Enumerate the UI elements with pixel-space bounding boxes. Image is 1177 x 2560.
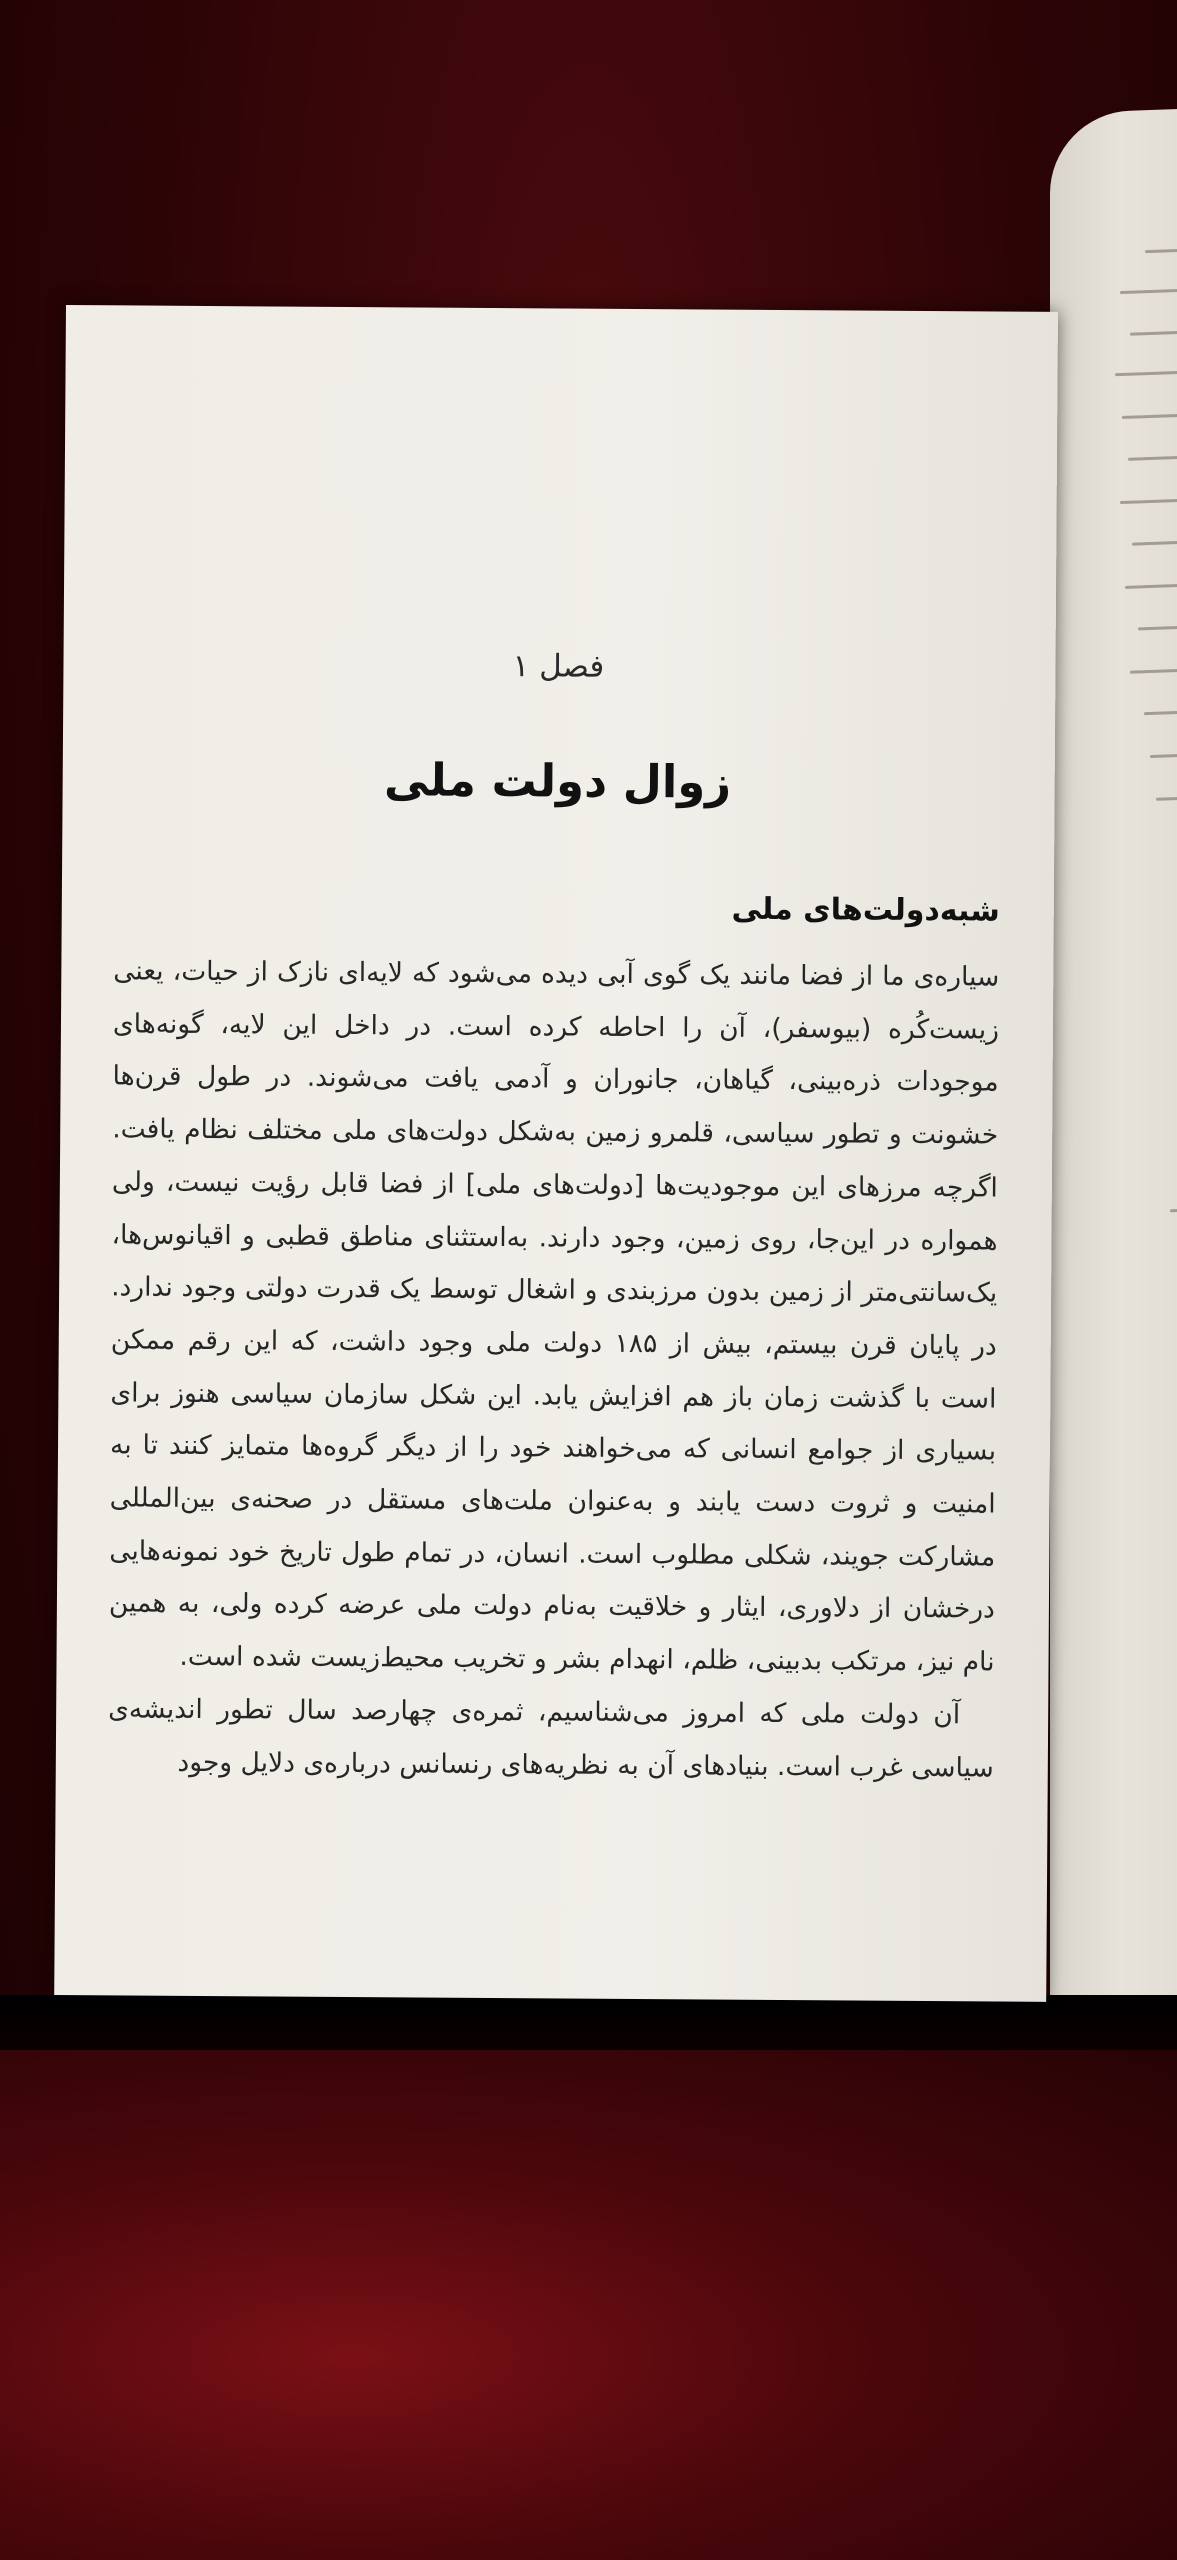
facing-page-text-fragment [1122,412,1177,419]
chapter-label: فصل ۱ [512,648,605,685]
chapter-title: زوال دولت ملی [383,753,732,809]
book-page [54,305,1058,2002]
facing-page-text-fragment [1138,624,1177,631]
facing-page-text-fragment [1156,795,1177,801]
facing-page-text-fragment [1128,454,1177,461]
section-heading: شبه‌دولت‌های ملی [731,891,1000,929]
facing-page-text-fragment [1115,369,1177,376]
facing-page-text-fragment [1170,1207,1177,1212]
paragraph: سیاره‌ی ما از فضا مانند یک گوی آبی دیده می‌شود که لایه‌ای نازک از حیات، یعنی زیست‌کُره (بیوسفر)، آن را احاطه کرده است. در داخل این لایه، گونه‌های موجودات ذره‌بینی، گیاهان، جانوران و آدمی یافت می‌شوند. در طول قرن‌ها خشونت و تطور سیاسی، قلمرو زمین به‌شکل دولت‌های ملی مختلف نظام یافت. اگرچه مرزهای این موجودیت‌ها [دولت‌های ملی] از فضا قابل رؤیت نیست، ولی همواره در این‌جا، روی زمین، وجود دارند. به‌استثنای مناطق قطبی و اقیانوس‌ها، یک‌سانتی‌متر از زمین بدون مرزبندی و اشغال توسط یک قدرت دولتی وجود ندارد. در پایان قرن بیستم، بیش از ۱۸۵ دولت ملی وجود داشت، که این رقم ممکن است با گذشت زمان باز هم افزایش یابد. این شکل سازمان سیاسی هنوز برای بسیاری از جوامع انسانی که می‌خواهند خود را از دیگر گروه‌ها متمایز کنند تا به امنیت و ثروت دست یابند و به‌عنوان ملت‌های مستقل در صحنه‌ی بین‌المللی مشارکت جویند، شکلی مطلوب است. انسان، در تمام طول تاریخ خود نمونه‌هایی درخشان از دلاوری، ایثار و خلاقیت به‌نام دولت ملی عرضه کرده ولی، به همین نام نیز، مرتکب بدبینی، ظلم، انهدام بشر و تخریب محیط‌زیست شده است. [108,955,1000,1678]
facing-page-text-fragment [1130,329,1177,336]
facing-page-text-fragment [1144,709,1177,715]
velvet-cloth [0,2050,1177,2560]
facing-page-text-fragment [1125,582,1177,589]
facing-page-text-fragment [1150,752,1177,758]
facing-page-text-fragment [1120,497,1177,504]
facing-page-text-fragment [1130,667,1177,674]
body-text [108,945,1000,1794]
paragraph: آن دولت ملی که امروز می‌شناسیم، ثمره‌ی چهارصد سال تطور اندیشه‌ی سیاسی غرب است. بنیادهای آن به نظریه‌های رنسانس درباره‌ی دلایل وجود [108,1693,994,1784]
facing-page-text-fragment [1132,539,1177,546]
facing-page-text-fragment [1145,247,1177,253]
facing-page-text-fragment [1120,287,1177,294]
facing-page-edge [1050,107,1177,2034]
